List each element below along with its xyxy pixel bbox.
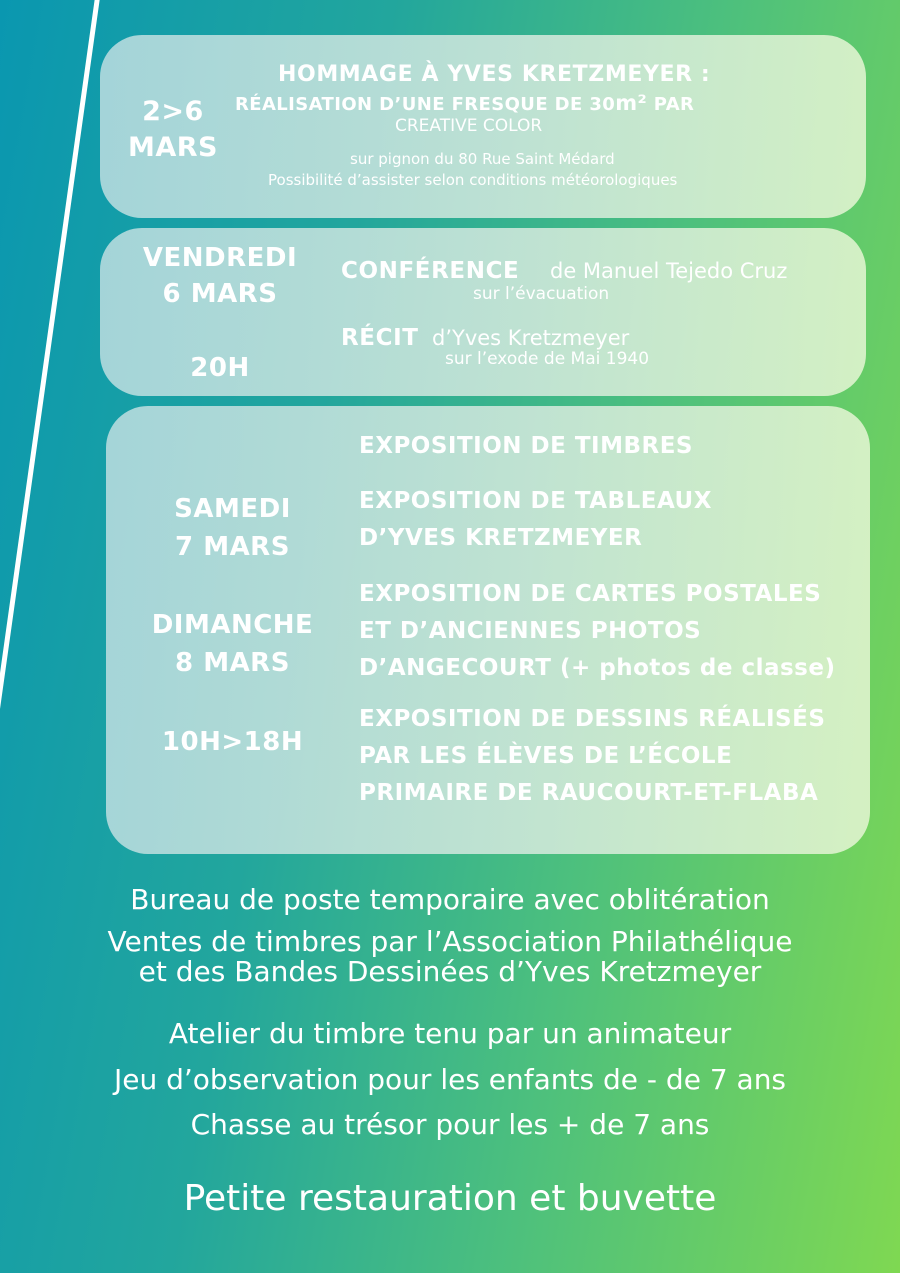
expo-timbres: EXPOSITION DE TIMBRES [359,433,693,459]
event2-conf-by: de Manuel Tejedo Cruz [550,259,788,283]
extra-atelier: Atelier du timbre tenu par un animateur [168,1017,732,1050]
event2-conf-topic: sur l’évacuation [473,284,610,304]
expo-cartes-line1: EXPOSITION DE CARTES POSTALES [359,581,822,607]
event1-subtitle-unit: m² [615,91,648,115]
expo-tableaux-line1: EXPOSITION DE TABLEAUX [359,488,712,514]
expo-dessins-line1: EXPOSITION DE DESSINS RÉALISÉS [359,706,826,732]
event3-date2: 8 MARS [175,648,290,678]
extra-chasse-tresor: Chasse au trésor pour les + de 7 ans [190,1108,710,1141]
extra-ventes-timbres [0,927,900,987]
event2-recit-by: d’Yves Kretzmeyer [432,326,630,350]
event2-time: 20H [190,353,250,383]
event2-recit-label: RÉCIT [341,325,419,351]
expo-cartes-line2: ET D’ANCIENNES PHOTOS [359,618,702,644]
expo-dessins [359,701,825,812]
expo-tableaux [359,483,712,557]
event1-date-line1: 2>6 [142,96,204,127]
event1-note: Possibilité d’assister selon conditions météorologiques [268,171,678,189]
event1-subtitle [235,91,694,115]
expo-dessins-line3: PRIMAIRE DE RAUCOURT-ET-FLABA [359,780,819,806]
event1-location: sur pignon du 80 Rue Saint Médard [350,150,615,168]
event2-date [130,240,310,312]
extra-restauration: Petite restauration et buvette [183,1178,717,1219]
extra-ventes-line1: Ventes de timbres par l’Association Philathélique [107,925,793,958]
event3-saturday [140,490,325,566]
extra-ventes-line2: et des Bandes Dessinées d’Yves Kretzmeyer [138,955,762,988]
event3-sunday [140,606,325,682]
event1-subtitle-prefix: RÉALISATION D’UNE FRESQUE DE 30 [235,94,616,115]
event3-day2: DIMANCHE [151,610,314,640]
event1-title: HOMMAGE À YVES KRETZMEYER : [278,62,711,87]
diagonal-white-line [0,0,101,743]
expo-cartes-line3: D’ANGECOURT (+ photos de classe) [359,655,836,681]
extra-bureau-poste: Bureau de poste temporaire avec oblitération [130,883,770,916]
event1-date [118,94,228,166]
event1-creator: CREATIVE COLOR [395,116,543,136]
expo-cartes-postales [359,576,835,687]
event2-day: VENDREDI [142,243,298,273]
event2-date-value: 6 MARS [162,279,278,309]
event2-conf-label: CONFÉRENCE [341,258,520,284]
event2-recit-topic: sur l’exode de Mai 1940 [445,349,650,369]
event3-hours: 10H>18H [161,727,304,757]
extra-jeu-observation: Jeu d’observation pour les enfants de - de 7 ans [113,1063,787,1096]
event3-date1: 7 MARS [175,532,290,562]
event1-subtitle-suffix: PAR [647,94,695,115]
expo-tableaux-line2: D’YVES KRETZMEYER [359,525,643,551]
event3-day1: SAMEDI [174,494,291,524]
expo-dessins-line2: PAR LES ÉLÈVES DE L’ÉCOLE [359,743,733,769]
event1-date-line2: MARS [127,132,218,163]
